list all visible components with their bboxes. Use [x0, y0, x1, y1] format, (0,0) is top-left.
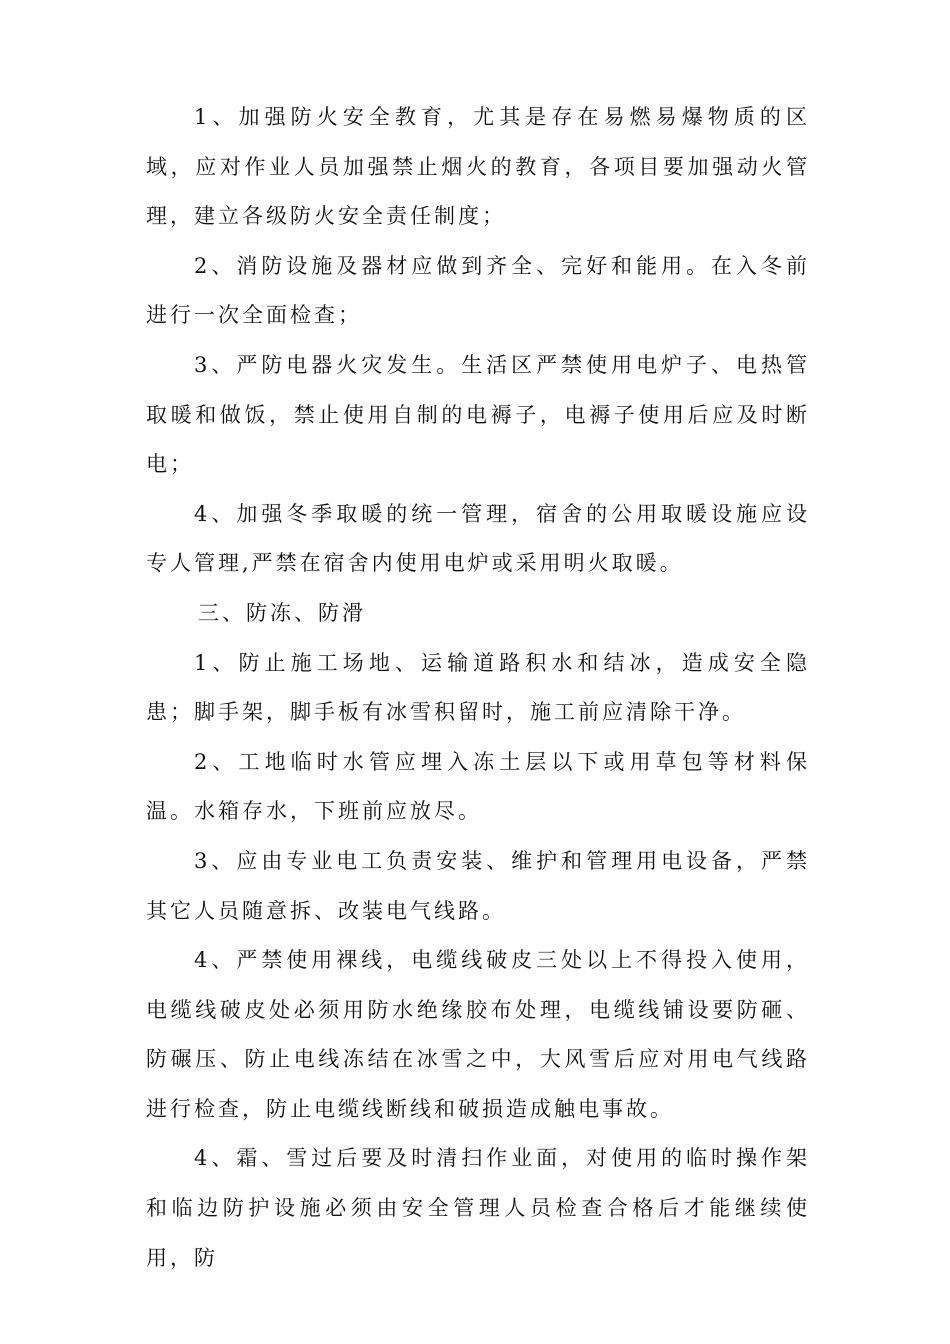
paragraph-electrician: 3、应由专业电工负责安装、维护和管理用电设备，严禁其它人员随意拆、改装电气线路。	[146, 848, 810, 923]
paragraph-electrical-fire: 3、严防电器火灾发生。生活区严禁使用电炉子、电热管取暖和做饭，禁止使用自制的电褥子，电褥子使用后应及时断电；	[146, 352, 810, 477]
paragraph-fire-equipment: 2、消防设施及器材应做到齐全、完好和能用。在入冬前进行一次全面检查；	[146, 253, 810, 328]
paragraph-fire-education: 1、加强防火安全教育，尤其是存在易燃易爆物质的区域，应对作业人员加强禁止烟火的教育，各项目要加强动火管理，建立各级防火安全责任制度；	[146, 105, 810, 229]
paragraph-heating-management: 4、加强冬季取暖的统一管理，宿舍的公用取暖设施应设专人管理,严禁在宿舍内使用电炉或采用明火取暖。	[146, 501, 810, 576]
section-heading-antifreeze-antislip: 三、防冻、防滑	[198, 600, 366, 625]
paragraph-water-pipes: 2、工地临时水管应埋入冻土层以下或用草包等材料保温。水箱存水，下班前应放尽。	[146, 749, 810, 824]
paragraph-snow-cleanup: 4、霜、雪过后要及时清扫作业面，对使用的临时操作架和临边防护设施必须由安全管理人员检查合格后才能继续使用，防	[146, 1146, 810, 1270]
paragraph-bare-wire: 4、严禁使用裸线，电缆线破皮三处以上不得投入使用，电缆线破皮处必须用防水绝缘胶布处理，电缆线铺设要防砸、防碾压、防止电线冻结在冰雪之中，大风雪后应对用电气线路进行检查，防止电缆线断线和破损造成触电事故。	[146, 948, 810, 1121]
paragraph-prevent-ice: 1、防止施工场地、运输道路积水和结冰，造成安全隐患；脚手架，脚手板有冰雪积留时，施工前应清除干净。	[146, 650, 810, 725]
document-body	[146, 93, 810, 1283]
